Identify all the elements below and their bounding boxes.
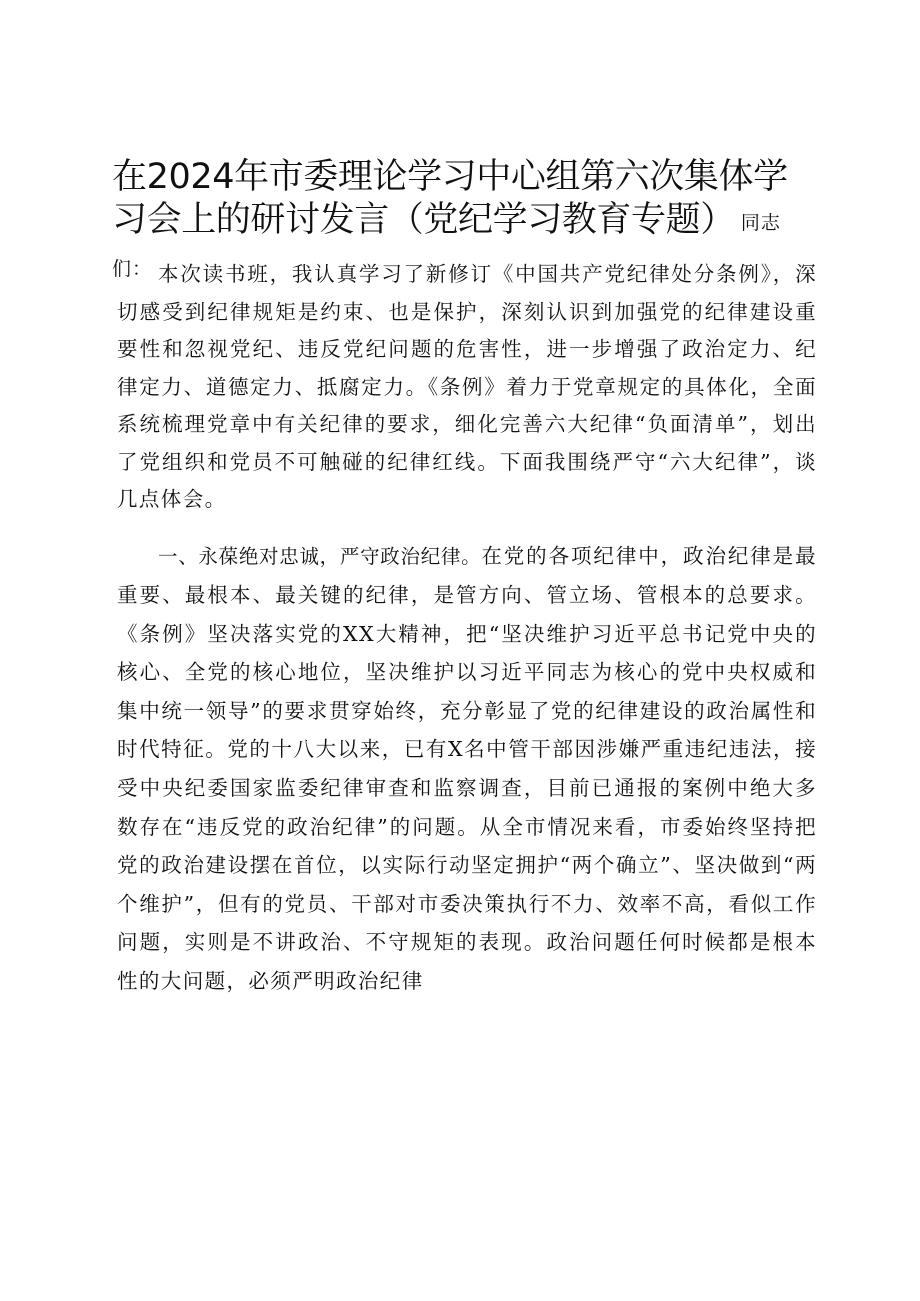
intro-paragraph: 本次读书班，我认真学习了新修订《中国共产党纪律处分条例》，深切感受到纪律规矩是约束、也是保护，深刻认识到加强党的纪律建设重要性和忽视党纪、违反党纪问题的危害性，进一步增强了政治定力、纪律定力、道德定力、抵腐定力。《条例》着力于党章规定的具体化，全面系统梳理党章中有关纪律的要求，细化完善六大纪律“负面清单”，划出了党组织和党员不可触碰的纪律红线。下面我围绕严守“六大纪律”，谈几点体会。 — [117, 262, 817, 511]
section-one-paragraph — [117, 537, 817, 1001]
document-body — [117, 256, 817, 1001]
title-text: 在2024年市委理论学习中心组第六次集体学习会上的研讨发言（党纪学习教育专题） — [112, 157, 788, 240]
section-one-heading: 一、永葆绝对忠诚，严守政治纪律。 — [158, 544, 482, 568]
addressee: 同志们： — [112, 212, 781, 280]
section-one-body: 在党的各项纪律中，政治纪律是最重要、最根本、最关键的纪律，是管方向、管立场、管根本的总要求。《条例》坚决落实党的XX大精神，把“坚决维护习近平总书记党中央的核心、全党的核心地位，坚决维护以习近平同志为核心的党中央权威和集中统一领导”的要求贯穿始终，充分彰显了党的纪律建设的政治属性和时代特征。党的十八大以来，已有X名中管干部因涉嫌严重违纪违法，接受中央纪委国家监委纪律审查和监察调查，目前已通报的案例中绝大多数存在“违反党的政治纪律”的问题。从全市情况来看，市委始终坚持把党的政治建设摆在首位，以实际行动坚定拥护“两个确立”、坚决做到“两个维护”，但有的党员、干部对市委决策执行不力、效率不高，看似工作问题，实则是不讲政治、不守规矩的表现。政治问题任何时候都是根本性的大问题，必须严明政治纪律 — [117, 543, 817, 994]
